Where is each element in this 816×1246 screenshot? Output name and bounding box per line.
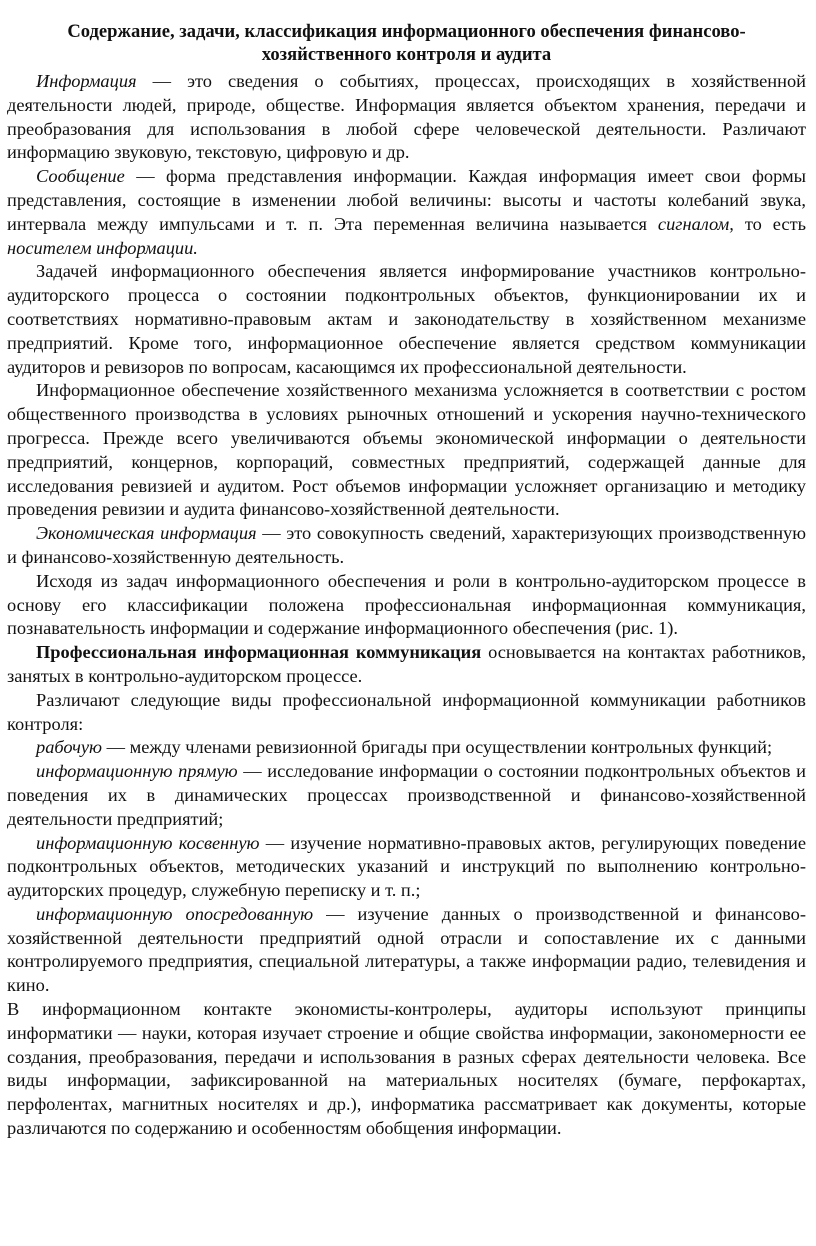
paragraph-communication-types: Различают следующие виды профессиональной информационной коммуникации работников контроля: [7, 689, 806, 734]
term-information: Информация [36, 71, 137, 91]
paragraph-text: то есть [733, 213, 806, 234]
list-item-term: информационную опосредованную [36, 903, 314, 924]
term-signal: сигналом, [657, 213, 734, 234]
paragraph-text: — это сведения о событиях, процессах, происходящих в хозяйственной деятельности людей, природе, обществе. Информация является объектом хранения, передачи и преобразования для использования в любой сфере человеческой деятельности. Различают информацию звуковую, текстовую, цифровую и др. [7, 71, 806, 163]
paragraph-task: Задачей информационного обеспечения является информирование участников контрольно-аудиторского процесса о состоянии подконтрольных объектов, функционировании их и соответствиях нормативно-правовым актам и законодательству в хозяйственном механизме предприятий. Кроме того, информационное обеспечение является средством коммуникации аудиторов и ревизоров по вопросам, касающимся их профессиональной деятельности. [7, 261, 806, 377]
paragraph-complexity: Информационное обеспечение хозяйственного механизма усложняется в соответствии с ростом общественного производства в условиях рыночных отношений и ускорения научно-технического прогресса. Прежде всего увеличиваются объемы экономической информации о деятельности предприятий, концернов, корпораций, совместных предприятий, содержащей данные для исследования ревизией и аудитом. Рост объемов информации усложняет организацию и методику проведения ревизии и аудита финансово-хозяйственной деятельности. [7, 380, 806, 520]
term-economic-information: Экономическая информация [36, 523, 257, 544]
list-item-mediated [7, 903, 806, 998]
list-item-text: — изучение нормативно-правовых актов, регулирующих поведение подконтрольных объектов, методических указаний и инструкций по выполнению контрольно-аудиторских процедур, служебную переписку и т. п.; [7, 832, 806, 901]
paragraph-professional-communication [7, 641, 806, 689]
term-professional-communication: Профессиональная информационная коммуникация [36, 642, 482, 663]
document-title: Содержание, задачи, классификация информационного обеспечения финансово-хозяйственного контроля и аудита [67, 21, 746, 65]
paragraph-economic-information [7, 522, 806, 570]
list-item-direct [7, 760, 806, 831]
list-item-term: информационную косвенную [36, 832, 260, 853]
paragraph-classification: Исходя из задач информационного обеспечения и роли в контрольно-аудиторском процессе в основу его классификации положена профессиональная информационная коммуникация, познавательность информации и содержание информационного обеспечения (рис. 1). [7, 570, 806, 639]
list-item-working [7, 736, 806, 760]
paragraph-informatics: В информационном контакте экономисты-контролеры, аудиторы используют принципы информатики — науки, которая изучает строение и общие свойства информации, закономерности ее создания, преобразования, передачи и использования в разных сферах деятельности человека. Все виды информации, зафиксированной на материальных носителях (бумаге, перфокартах, перфолентах, магнитных носителях и др.), информатика рассматривает как документы, которые различаются по содержанию и особенностям обобщения информации. [7, 999, 806, 1139]
list-item-term: рабочую [36, 737, 103, 758]
paragraph-information [7, 70, 806, 165]
list-item-text: — исследование информации о состоянии подконтрольных объектов и поведения их в динамических процессах производственной и финансово-хозяйственной деятельности предприятий; [7, 761, 806, 829]
paragraph-text: основывается на контактах работников, занятых в контрольно-аудиторском процессе. [7, 642, 806, 686]
paragraph-text: — форма представления информации. Каждая информация имеет свои формы представления, состоящие в изменении любой величины: высоты и частоты колебаний звука, интервала между импульсами и т. п. Эта переменная величина называется [7, 166, 806, 234]
term-carrier: носителем информации. [7, 237, 198, 258]
paragraph-message [7, 165, 806, 260]
list-item-text: — изучение данных о производственной и финансово-хозяйственной деятельности предприятий одной отрасли и сопоставление их с данными контролируемого предприятия, специальной литературы, а также информации радио, телевидения и кино. [7, 903, 806, 996]
paragraph-text: — это совокупность сведений, характеризующих производственную и финансово-хозяйственную деятельность. [7, 523, 806, 567]
term-message: Сообщение [36, 166, 125, 187]
list-item-indirect [7, 832, 806, 903]
list-item-text: — между членами ревизионной бригады при осуществлении контрольных функций; [102, 737, 773, 758]
list-item-term: информационную прямую [36, 761, 238, 782]
